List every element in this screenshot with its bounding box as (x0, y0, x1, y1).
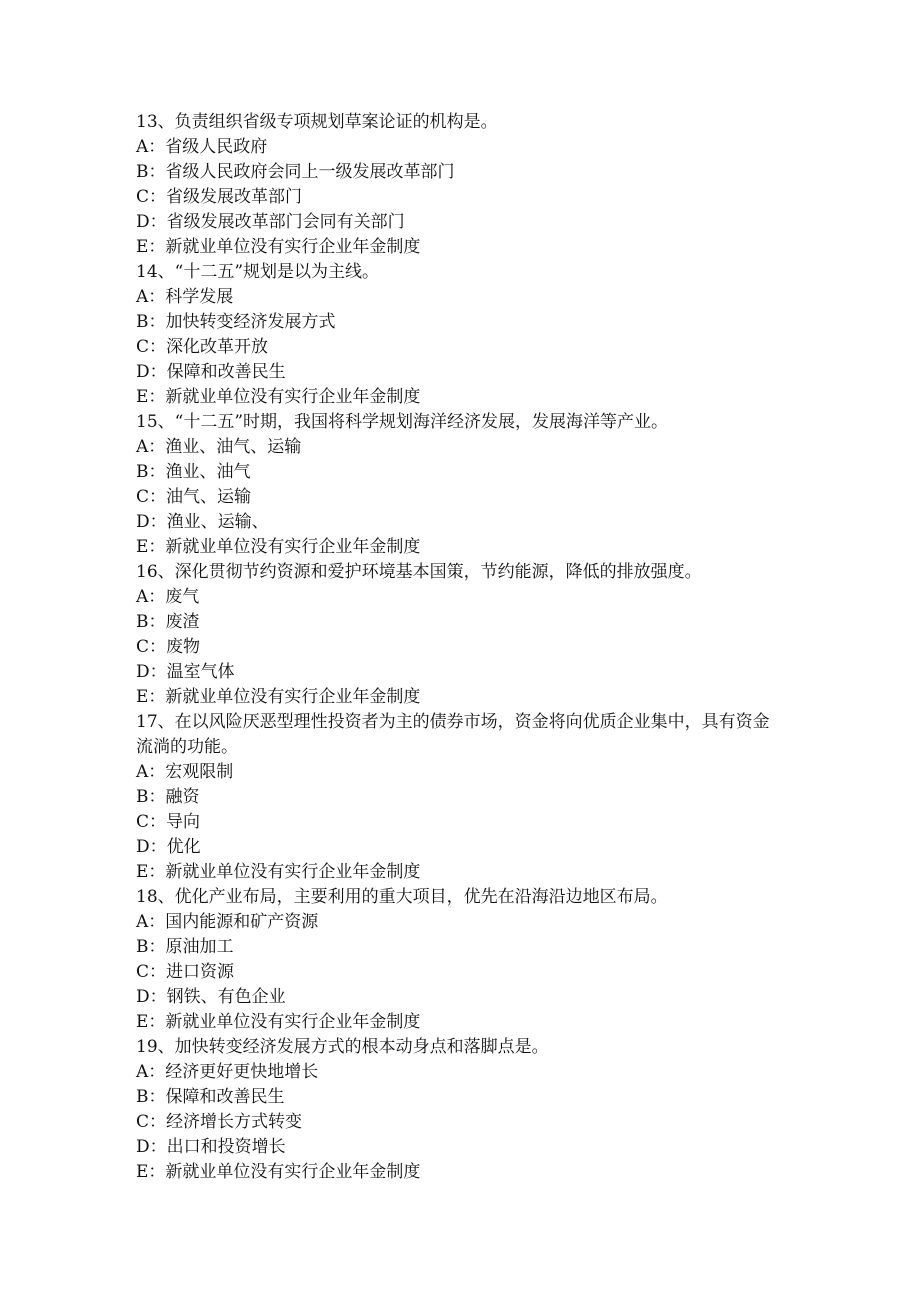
option-b: B：省级人民政府会同上一级发展改革部门 (136, 162, 455, 182)
option-b: B：融资 (136, 787, 200, 807)
question-19 (136, 1035, 786, 1185)
question-stem: 19、加快转变经济发展方式的根本动身点和落脚点是。 (136, 1037, 549, 1057)
question-15 (136, 410, 786, 560)
option-a: A：宏观限制 (136, 762, 234, 782)
question-stem: 16、深化贯彻节约资源和爱护环境基本国策，节约能源，降低的排放强度。 (136, 562, 702, 582)
option-a: A：国内能源和矿产资源 (136, 912, 319, 932)
option-c: C：导向 (136, 812, 201, 832)
option-a: A：废气 (136, 587, 200, 607)
option-b: B：原油加工 (136, 937, 234, 957)
question-18 (136, 885, 786, 1035)
question-stem: 15、“十二五”时期，我国将科学规划海洋经济发展，发展海洋等产业。 (136, 412, 669, 432)
option-a: A：渔业、油气、运输 (136, 437, 302, 457)
option-b: B：废渣 (136, 612, 200, 632)
option-c: C：废物 (136, 637, 201, 657)
option-a: A：省级人民政府 (136, 137, 268, 157)
option-e: E：新就业单位没有实行企业年金制度 (136, 387, 421, 407)
option-d: D：出口和投资增长 (136, 1137, 286, 1157)
option-c: C：深化改革开放 (136, 337, 269, 357)
option-e: E：新就业单位没有实行企业年金制度 (136, 1162, 421, 1182)
question-17 (136, 710, 786, 885)
option-c: C：省级发展改革部门 (136, 187, 303, 207)
option-c: C：油气、运输 (136, 487, 252, 507)
option-b: B：渔业、油气 (136, 462, 251, 482)
option-b: B：加快转变经济发展方式 (136, 312, 336, 332)
option-d: D：渔业、运输、 (136, 512, 269, 532)
option-e: E：新就业单位没有实行企业年金制度 (136, 237, 421, 257)
question-13 (136, 110, 786, 260)
question-stem: 13、负责组织省级专项规划草案论证的机构是。 (136, 112, 498, 132)
option-c: C：进口资源 (136, 962, 235, 982)
option-d: D：温室气体 (136, 662, 235, 682)
question-16 (136, 560, 786, 710)
option-a: A：科学发展 (136, 287, 234, 307)
option-e: E：新就业单位没有实行企业年金制度 (136, 1012, 421, 1032)
option-e: E：新就业单位没有实行企业年金制度 (136, 687, 421, 707)
option-b: B：保障和改善民生 (136, 1087, 285, 1107)
question-list (136, 110, 786, 1185)
option-d: D：保障和改善民生 (136, 362, 286, 382)
option-e: E：新就业单位没有实行企业年金制度 (136, 862, 421, 882)
option-d: D：优化 (136, 837, 201, 857)
option-d: D：钢铁、有色企业 (136, 987, 286, 1007)
question-14 (136, 260, 786, 410)
question-stem: 17、在以风险厌恶型理性投资者为主的债券市场，资金将向优质企业集中，具有资金流淌的功能。 (136, 712, 770, 757)
option-c: C：经济增长方式转变 (136, 1112, 303, 1132)
question-stem: 18、优化产业布局，主要利用的重大项目，优先在沿海沿边地区布局。 (136, 887, 668, 907)
option-d: D：省级发展改革部门会同有关部门 (136, 212, 405, 232)
option-a: A：经济更好更快地增长 (136, 1062, 319, 1082)
option-e: E：新就业单位没有实行企业年金制度 (136, 537, 421, 557)
question-stem: 14、“十二五”规划是以为主线。 (136, 262, 380, 282)
